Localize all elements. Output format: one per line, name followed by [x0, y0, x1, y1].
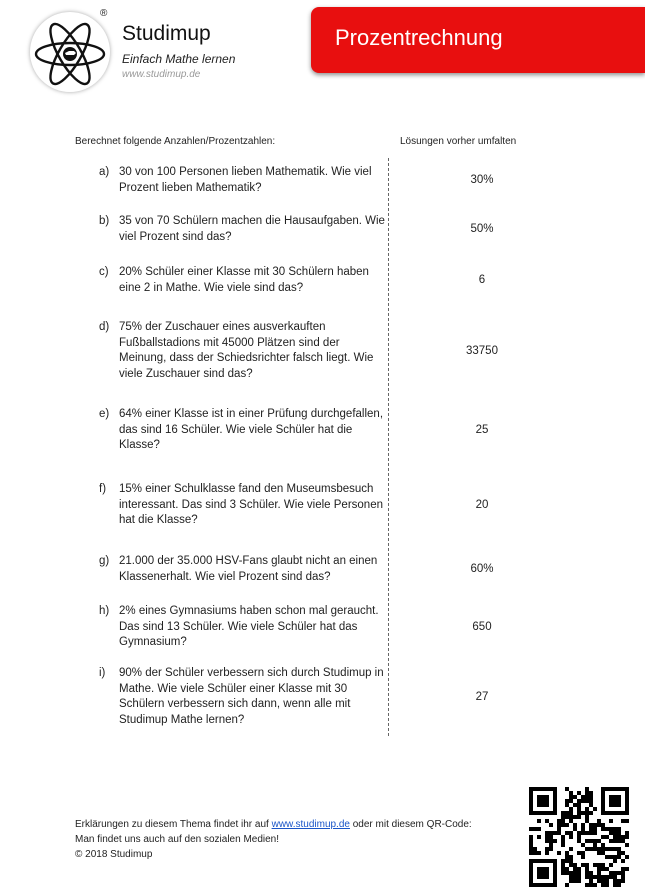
- task-text: 75% der Zuschauer eines ausverkauften Fußballstadions mit 45000 Plätzen sind der Meinung, dass der Schiedsrichter falsch liegt. Wie viele Zuschauer sind das?: [119, 321, 374, 380]
- task-letter: i): [99, 667, 106, 679]
- task-answer: 20: [475, 499, 489, 511]
- registered-mark: ®: [100, 8, 108, 19]
- task-text: 30 von 100 Personen lieben Mathematik. Wie viel Prozent lieben Mathematik?: [119, 166, 372, 194]
- footer-text-before-link: Erklärungen zu diesem Thema findet ihr auf: [75, 819, 272, 830]
- task-letter: e): [99, 408, 110, 420]
- atom-logo-icon: [30, 12, 110, 92]
- worksheet-title: Prozentrechnung: [335, 25, 503, 50]
- footer-line-2: Man findet uns auch auf den sozialen Medien!: [75, 834, 280, 845]
- task-text: 21.000 der 35.000 HSV-Fans glaubt nicht an einen Klassenerhalt. Wie viel Prozent sind das?: [119, 555, 378, 583]
- brand-name: Studimup: [122, 22, 211, 45]
- task-text: 2% eines Gymnasiums haben schon mal geraucht. Das sind 13 Schüler. Wie viele Schüler hat das Gymnasium?: [119, 605, 379, 648]
- task-answer: 30%: [470, 174, 494, 186]
- task-text: 15% einer Schulklasse fand den Museumsbesuch interessant. Das sind 3 Schüler. Wie viele Personen hat die Klasse?: [119, 483, 383, 526]
- solutions-header: Lösungen vorher umfalten: [400, 136, 517, 147]
- task-letter: b): [99, 215, 110, 227]
- task-letter: h): [99, 605, 110, 617]
- logo: [30, 12, 110, 92]
- task-letter: f): [99, 483, 107, 495]
- task-text: 64% einer Klasse ist in einer Prüfung durchgefallen, das sind 16 Schüler. Wie viele Schüler hat die Klasse?: [119, 408, 384, 451]
- task-letter: a): [99, 166, 110, 178]
- footer-text-after-link: oder mit diesem QR-Code:: [349, 819, 472, 830]
- brand-website: www.studimup.de: [122, 69, 201, 80]
- footer: [75, 817, 530, 862]
- task-answer: 33750: [466, 345, 498, 357]
- footer-line-1: [75, 817, 530, 832]
- task-text: 20% Schüler einer Klasse mit 30 Schülern haben eine 2 in Mathe. Wie viele sind das?: [119, 266, 369, 294]
- task-text: 90% der Schüler verbessern sich durch Studimup in Mathe. Wie viele Schüler einer Klasse mit 30 Schülern verbessern sich dann, wenn alle mit Studimup Mathe lernen?: [119, 667, 384, 726]
- website-link[interactable]: www.studimup.de: [271, 819, 350, 830]
- task-letter: g): [99, 555, 110, 567]
- task-answer: 25: [475, 424, 489, 436]
- task-text: 35 von 70 Schülern machen die Hausaufgaben. Wie viel Prozent sind das?: [119, 215, 385, 243]
- task-letter: c): [99, 266, 109, 278]
- task-answer: 6: [478, 274, 486, 286]
- qr-code-icon[interactable]: [529, 787, 629, 887]
- task-answer: 60%: [470, 563, 494, 575]
- task-letter: d): [99, 321, 110, 333]
- title-banner: [311, 7, 645, 73]
- brand-tagline: Einfach Mathe lernen: [122, 52, 236, 66]
- task-answer: 27: [475, 691, 489, 703]
- fold-line: [388, 158, 389, 736]
- instructions: Berechnet folgende Anzahlen/Prozentzahlen:: [75, 136, 276, 147]
- task-answer: 50%: [470, 223, 494, 235]
- task-answer: 650: [472, 621, 492, 633]
- copyright: © 2018 Studimup: [75, 849, 153, 860]
